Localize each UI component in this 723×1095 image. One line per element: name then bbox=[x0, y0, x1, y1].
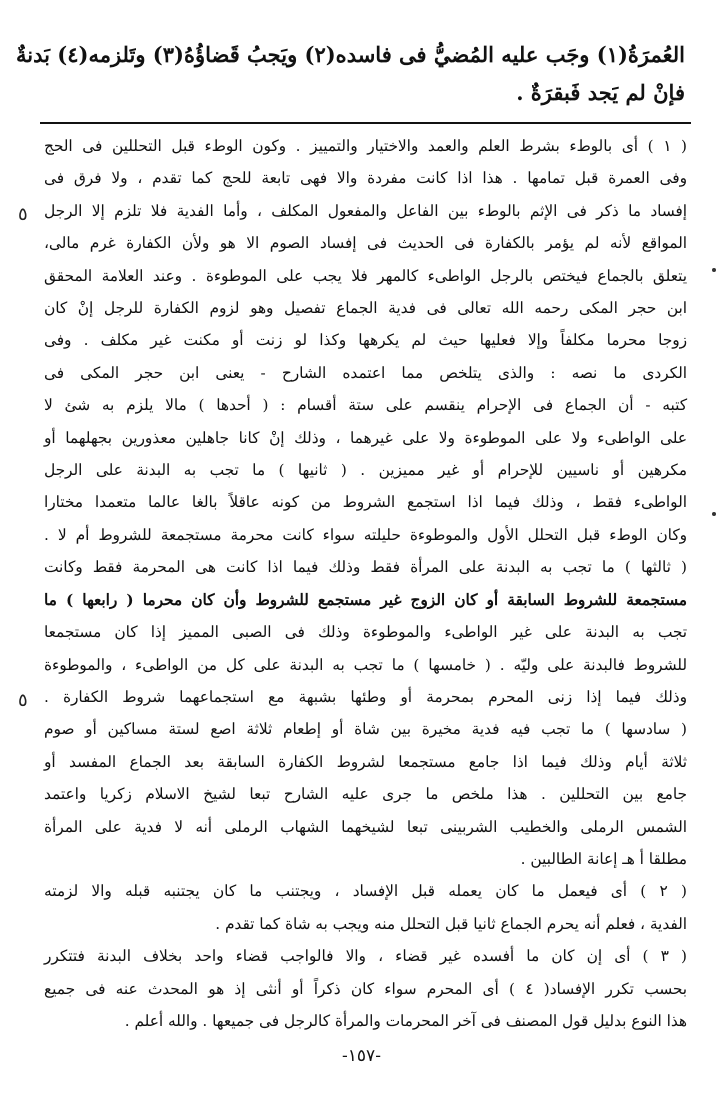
margin-dot bbox=[712, 512, 716, 516]
footnote-line: الشمس الرملى والخطيب الشربينى تبعا لشيخهما الشهاب الرملى أنه لا فدية على المرأة bbox=[44, 817, 687, 836]
footnote-line: ثلاثة أيام وذلك فيما اذا جامع مستجمعا لشروط الكفارة السابقة بعد الجماع المفسد أو bbox=[44, 752, 687, 771]
footnote-line: ( ١ ) أى بالوطء بشرط العلم والعمد والاختيار والتمييز . وكون الوطء قبل التحللين فى الحج bbox=[44, 137, 687, 155]
footnote-line: ( ٢ ) أى فيعمل ما كان يعمله قبل الإفساد ، ويجتنب ما كان يجتنبه قبله والا لزمته bbox=[44, 882, 687, 901]
main-text-line: العُمرَةُ(١) وجَب عليه المُضيُّ فى فاسده(٢) ويَجبُ قَضاؤُهُ(٣) وتَلزمه(٤) بَدنةٌ bbox=[16, 42, 685, 67]
main-text-line: فإنْ لم يَجد فَبقرَةٌ . bbox=[516, 80, 685, 105]
footnote-line: إفساد ما ذكر فى الإثم بالوطء بين الفاعل والمفعول المكلف ، وأما الفدية فلا تلزم إلا الرجل bbox=[44, 201, 687, 220]
footnote-line: بحسب تكرر الإفساد( ٤ ) أى المحرم سواء كان ذكراً أو أنثى إذ هو المحدث عنه فى جميع bbox=[44, 979, 688, 998]
footnote-line: وذلك فيما إذا زنى المحرم بمحرمة أو وطئها بشبهة مع استجماعهما شروط الكفارة . bbox=[44, 687, 687, 706]
footnote-line: ( سادسها ) ما تجب فيه فدية مخيرة بين شاة أو إطعام ثلاثة اصع لستة مساكين أو صوم bbox=[44, 720, 687, 739]
footnotes bbox=[44, 130, 687, 1037]
footnote-line: زوجا محرما مكلفاً وإلا فعليها حيث لم يكرهها وكذا لو زنت أو مكنت غير مكلف . وفى bbox=[44, 331, 687, 350]
footnote-line: ( ثالثها ) ما تجب به البدنة على المرأة فقط وذلك فيما اذا كانت هى المحرمة فقط وكانت bbox=[44, 558, 687, 577]
main-text bbox=[16, 36, 685, 112]
footnote-line: الواطىء فقط ، وذلك فيما اذا استجمع الشروط من كونه عاقلاً بالغا عالما متعمدا مختارا bbox=[44, 493, 687, 512]
footnote-line: جامع بين التحللين . هذا ملخص ما جرى عليه الشارح تبعا لشيخ الاسلام زكريا واعتمد bbox=[44, 785, 687, 804]
footnote-line: على الواطىء ولا على الموطوءة ولا على غيرهما ، وذلك إنْ كانا جاهلين معذورين بجهلهما أو bbox=[44, 428, 687, 447]
page-number: -١٥٧- bbox=[342, 1046, 381, 1066]
footnote-line: الكردى ما نصه : والذى يتلخص مما اعتمده الشارح - يعنى ابن حجر المكى فى bbox=[44, 363, 687, 382]
footnote-line: وكان الوطء قبل التحلل الأول والموطوءة حليلته سواء كانت محرمة مستجمعة للشروط أم لا . bbox=[44, 525, 687, 544]
margin-mark: ٥ bbox=[18, 204, 28, 225]
margin-dot bbox=[712, 268, 716, 272]
footnote-line: للشروط فالبدنة على وليّه . ( خامسها ) ما تجب به البدنة على كل من الواطىء ، والموطوءة bbox=[44, 655, 687, 674]
margin-mark: ٥ bbox=[18, 690, 28, 711]
footnote-line: مطلقا أ هـ إعانة الطالبين . bbox=[520, 849, 687, 868]
footnote-line: كتبه - أن الجماع فى الإحرام ينقسم على ستة أقسام : ( أحدها ) مالا يلزم به شئ لا bbox=[44, 396, 687, 415]
footnote-line: ( ٣ ) أى إن كان ما أفسده غير قضاء ، والا فالواجب قضاء واحد بخلاف البدنة فتتكرر bbox=[44, 947, 687, 966]
footnote-line: المواقع لأنه لم يؤمر بالكفارة فى الحديث فى إفساد الصوم الا هو ولأن الكفارة غرم مالى، bbox=[44, 234, 687, 253]
footnote-line: مستجمعة للشروط السابقة أو كان الزوج غير مستجمع للشروط وأن كان محرما ( رابعها ) ما bbox=[44, 590, 687, 609]
footnote-line: تجب به البدنة على غير الواطىء والموطوءة وذلك فى الصبى المميز إذا كان مستجمعا bbox=[44, 623, 687, 642]
footnote-line: يتعلق بالجماع فيختص بالرجل الواطىء كالمهر فلا يجب على الموطوءة . وعند العلامة المحقق bbox=[44, 266, 687, 285]
separator-rule bbox=[40, 122, 691, 124]
footnote-line: هذا النوع بدليل قول المصنف فى آخر المحرمات والمرأة كالرجل فى جميعها . والله أعلم . bbox=[124, 1011, 687, 1030]
footnote-line: ابن حجر المكى رحمه الله تعالى فى فدية الجماع تفصيل وهو لزوم الكفارة للرجل إنْ كان bbox=[44, 299, 687, 318]
footnote-line: الفدية ، فعلم أنه يحرم الجماع ثانيا قبل التحلل منه ويجب به شاة كما تقدم . bbox=[215, 914, 687, 933]
footnote-line: وفى العمرة قبل تمامها . هذا اذا كانت مفردة والا فهى تابعة للحج كما تقدم ، ولا فرق فى bbox=[44, 169, 687, 188]
footnote-line: مكرهين أو ناسيين للإحرام أو غير مميزين . ( ثانيها ) ما تجب به البدنة على الرجل bbox=[44, 461, 687, 480]
